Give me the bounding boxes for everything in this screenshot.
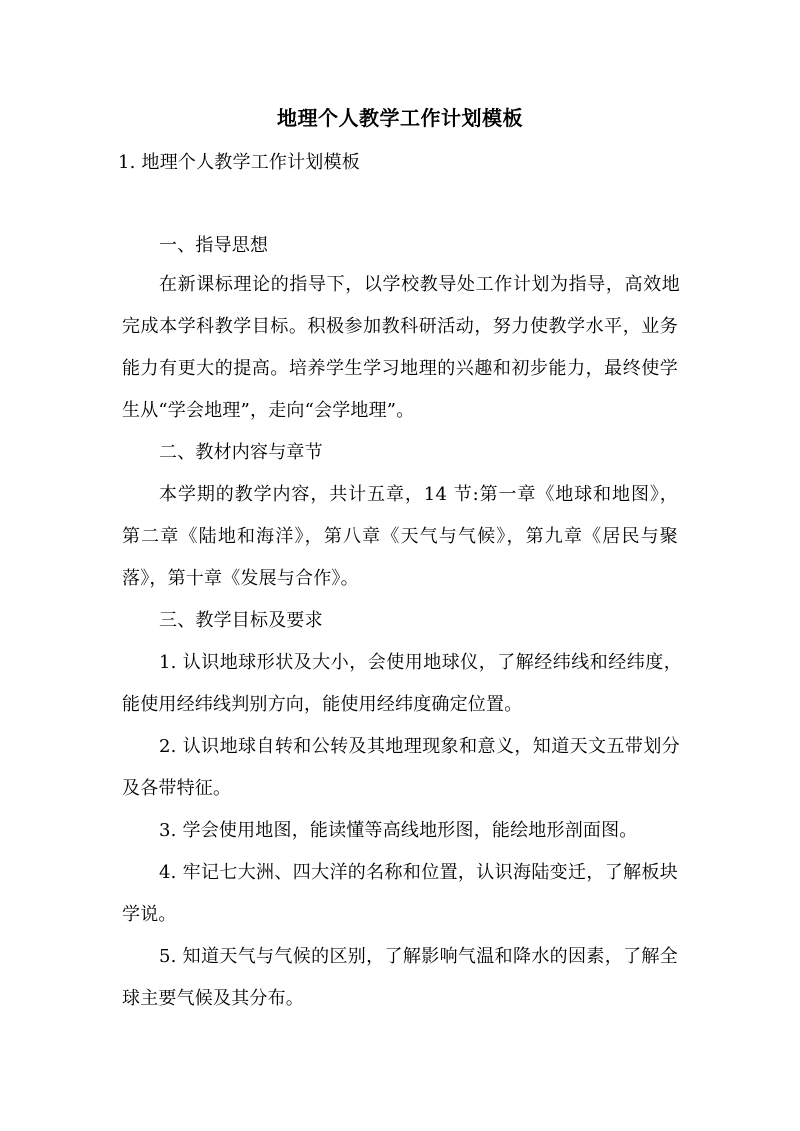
goal-item-line: 2. 认识地球自转和公转及其地理现象和意义，知道天文五带划分 <box>159 736 680 757</box>
section-heading-guiding: 一、指导思想 <box>159 235 269 256</box>
goal-item-line: 球主要气候及其分布。 <box>122 988 304 1009</box>
goal-item-line: 及各带特征。 <box>122 778 232 799</box>
goal-item-line: 1. 认识地球形状及大小，会使用地球仪，了解经纬线和经纬度， <box>159 652 682 673</box>
paragraph-line: 能力有更大的提高。培养学生学习地理的兴趣和初步能力，最终使学 <box>122 358 678 379</box>
section-heading-goals: 三、教学目标及要求 <box>159 610 323 631</box>
document-subtitle: 1. 地理个人教学工作计划模板 <box>118 152 360 173</box>
goal-item-line: 5. 知道天气与气候的区别，了解影响气温和降水的因素，了解全 <box>159 946 678 967</box>
goal-item-line: 3. 学会使用地图，能读懂等高线地形图，能绘地形剖面图。 <box>159 820 638 841</box>
paragraph-line: 第二章《陆地和海洋》，第八章《天气与气候》，第九章《居民与聚 <box>122 526 678 547</box>
document-title: 地理个人教学工作计划模板 <box>277 106 523 130</box>
paragraph-line: 落》，第十章《发展与合作》。 <box>122 568 359 589</box>
paragraph-line: 本学期的教学内容，共计五章，14 节:第一章《地球和地图》， <box>159 484 678 505</box>
paragraph-line: 在新课标理论的指导下，以学校教导处工作计划为指导，高效地 <box>159 274 680 295</box>
paragraph-line: 生从“学会地理”，走向“会学地理”。 <box>122 400 415 421</box>
paragraph-line: 完成本学科教学目标。积极参加教科研活动，努力使教学水平，业务 <box>122 316 678 337</box>
goal-item-line: 能使用经纬线判别方向，能使用经纬度确定位置。 <box>122 694 523 715</box>
goal-item-line: 学说。 <box>122 904 177 925</box>
goal-item-line: 4. 牢记七大洲、四大洋的名称和位置，认识海陆变迁，了解板块 <box>159 862 678 883</box>
section-heading-content: 二、教材内容与章节 <box>159 442 323 463</box>
